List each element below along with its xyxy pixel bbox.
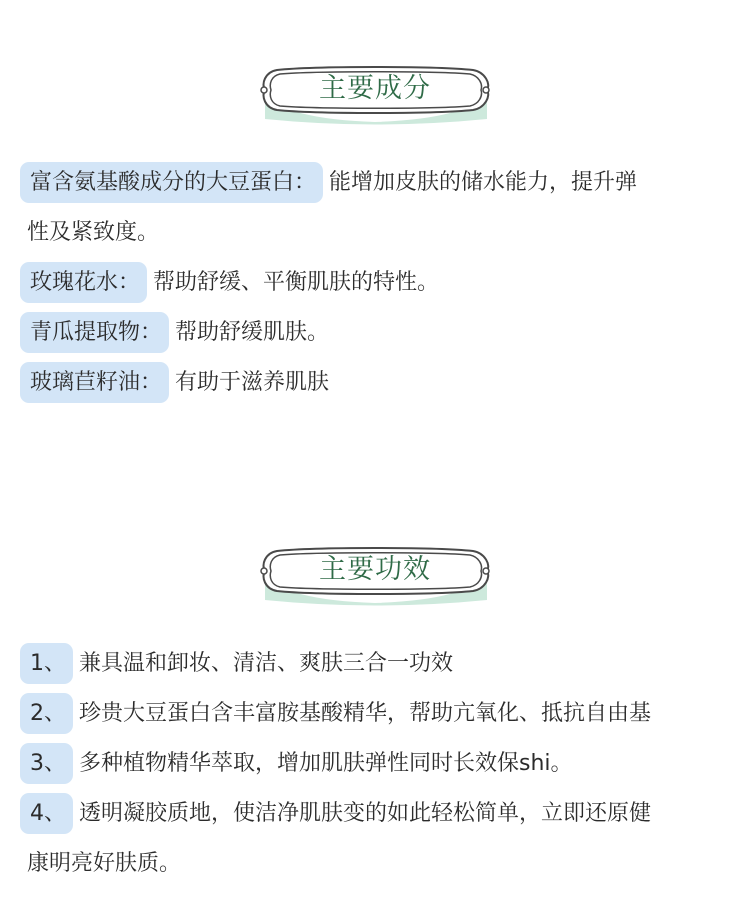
- effect-text: 多种植物精华萃取，增加肌肤弹性同时长效保shi。: [79, 751, 573, 776]
- ingredient-row: [20, 258, 720, 308]
- effect-text: 透明凝胶质地，使洁净肌肤变的如此轻松简单，立即还原健: [79, 801, 652, 826]
- effect-text-continued: 康明亮好肤质。: [27, 851, 182, 876]
- section-title: 主要成分: [319, 73, 431, 104]
- ingredient-tag: 玫瑰花水：: [20, 262, 147, 303]
- effect-number-tag: 2、: [20, 693, 73, 734]
- section-banner-effects: [255, 545, 495, 605]
- ingredient-row: [20, 358, 720, 408]
- ingredient-row: [20, 308, 720, 358]
- effect-number-tag: 4、: [20, 793, 73, 834]
- effect-row: [20, 789, 720, 839]
- effect-row: [20, 689, 720, 739]
- ingredient-text-continued: 性及紧致度。: [27, 220, 160, 245]
- effect-row: [20, 639, 720, 689]
- ingredient-text: 能增加皮肤的储水能力，提升弹: [329, 170, 638, 195]
- section-banner-ingredients: [255, 64, 495, 124]
- effect-text: 珍贵大豆蛋白含丰富胺基酸精华，帮助亢氧化、抵抗自由基: [79, 701, 652, 726]
- effect-number-tag: 1、: [20, 643, 73, 684]
- ingredient-text: 帮助舒缓肌肤。: [175, 320, 330, 345]
- effect-text: 兼具温和卸妆、清洁、爽肤三合一功效: [79, 651, 454, 676]
- effect-row: [20, 739, 720, 789]
- effect-number-tag: 3、: [20, 743, 73, 784]
- section-title: 主要功效: [319, 554, 431, 585]
- ingredient-tag: 玻璃苣籽油：: [20, 362, 169, 403]
- ingredient-text: 帮助舒缓、平衡肌肤的特性。: [153, 270, 440, 295]
- ingredient-row: [20, 158, 720, 208]
- ingredient-text: 有助于滋养肌肤: [175, 370, 330, 395]
- ingredient-tag: 青瓜提取物：: [20, 312, 169, 353]
- ingredient-tag: 富含氨基酸成分的大豆蛋白：: [20, 162, 323, 203]
